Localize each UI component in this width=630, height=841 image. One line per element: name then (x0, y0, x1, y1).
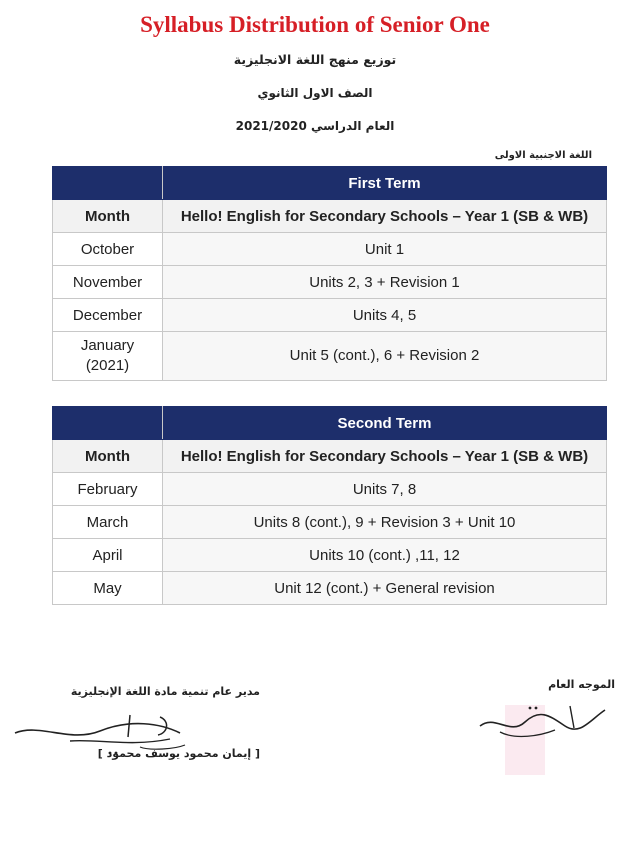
column-header-row (53, 200, 607, 233)
right-handwritten-signature (470, 696, 615, 751)
units-cell: Units 10 (cont.) ,11, 12 (163, 539, 607, 572)
term-heading-row (53, 167, 607, 200)
first-term-heading: First Term (163, 167, 607, 200)
month-name: January (80, 337, 135, 354)
right-signatory-title: الموجه العام (548, 678, 615, 691)
units-cell: Unit 1 (163, 233, 607, 266)
first-term-table (52, 166, 607, 381)
units-cell: Units 2, 3 + Revision 1 (163, 266, 607, 299)
month-cell: February (53, 473, 163, 506)
month-cell: November (53, 266, 163, 299)
month-cell: May (53, 572, 163, 605)
page-title: Syllabus Distribution of Senior One (140, 12, 490, 37)
book-column-header: Hello! English for Secondary Schools – Year 1 (SB & WB) (163, 440, 607, 473)
month-cell: March (53, 506, 163, 539)
table-row (53, 332, 607, 381)
table-row (53, 299, 607, 332)
table-row (53, 266, 607, 299)
left-signatory-title: مدير عام تنمية مادة اللغة الإنجليزية (70, 685, 260, 698)
table-row (53, 233, 607, 266)
arabic-language-note: اللغة الاجنبية الاولى (494, 150, 592, 161)
heading-blank-cell (53, 407, 163, 440)
units-cell: Units 8 (cont.), 9 + Revision 3 + Unit 10 (163, 506, 607, 539)
month-cell: October (53, 233, 163, 266)
arabic-year: العام الدراسي 2021/2020 (235, 119, 395, 133)
table-row (53, 572, 607, 605)
second-term-table (52, 406, 607, 605)
month-cell: December (53, 299, 163, 332)
arabic-subtitle: توزيع منهج اللغة الانجليزية (233, 52, 397, 67)
table-row (53, 506, 607, 539)
left-signature-block (10, 685, 260, 785)
arabic-grade: الصف الاول الثانوي (257, 86, 373, 100)
month-cell: April (53, 539, 163, 572)
units-cell: Units 7, 8 (163, 473, 607, 506)
heading-blank-cell (53, 167, 163, 200)
book-column-header: Hello! English for Secondary Schools – Year 1 (SB & WB) (163, 200, 607, 233)
second-term-heading: Second Term (163, 407, 607, 440)
term-heading-row (53, 407, 607, 440)
right-signature-block (470, 678, 615, 758)
units-cell: Unit 5 (cont.), 6 + Revision 2 (163, 332, 607, 381)
column-header-row (53, 440, 607, 473)
units-cell: Units 4, 5 (163, 299, 607, 332)
month-cell (53, 332, 163, 381)
left-signatory-name: [ إيمان محمود يوسف محمود ] (97, 747, 260, 760)
month-column-header: Month (53, 440, 163, 473)
units-cell: Unit 12 (cont.) + General revision (163, 572, 607, 605)
table-row (53, 539, 607, 572)
table-row (53, 473, 607, 506)
month-year: (2021) (85, 357, 130, 374)
month-column-header: Month (53, 200, 163, 233)
